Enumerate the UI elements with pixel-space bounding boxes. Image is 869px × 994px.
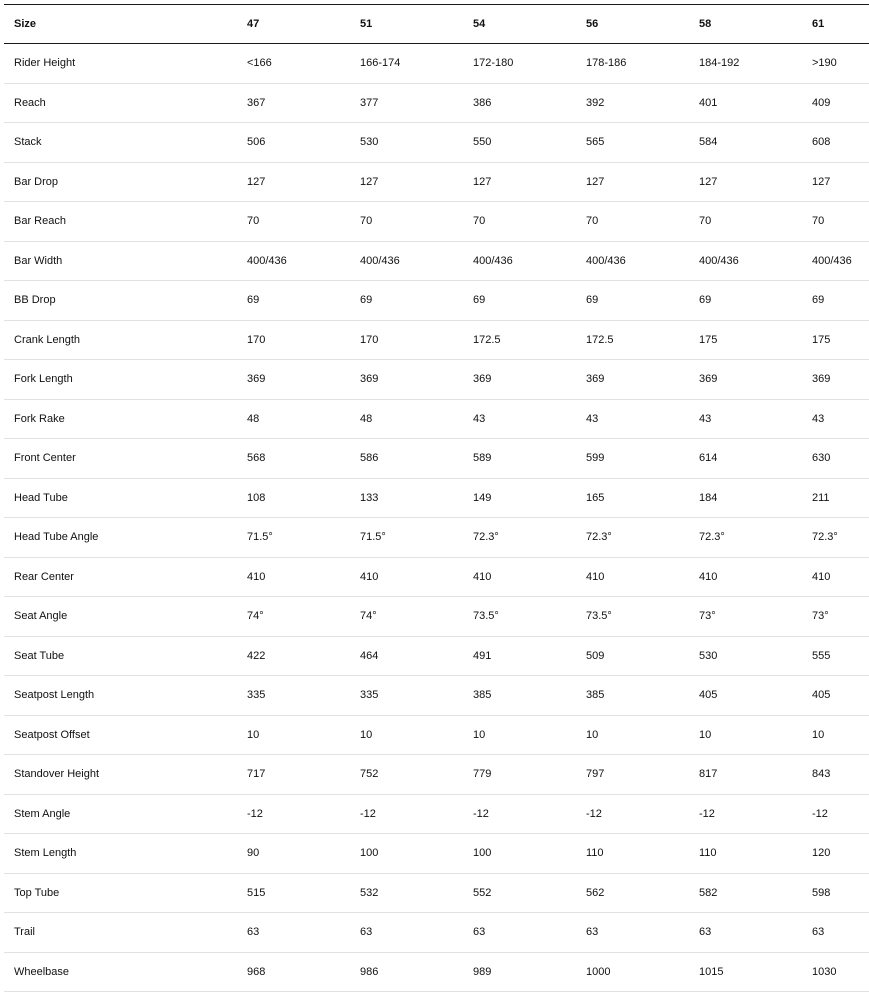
table-header [4,5,869,44]
row-value: 608 [802,123,869,163]
row-label: Seat Angle [4,597,237,637]
row-label: Fork Length [4,360,237,400]
row-value: 400/436 [350,241,463,281]
table-row [4,123,869,163]
row-value: 717 [237,755,350,795]
row-value: 506 [237,123,350,163]
header-size-56: 56 [576,5,689,44]
row-value: 72.3° [689,518,802,558]
row-value: 1015 [689,952,802,992]
row-value: 73° [689,597,802,637]
row-value: 74° [237,597,350,637]
row-label: Front Center [4,439,237,479]
row-value: 71.5° [350,518,463,558]
row-value: 166-174 [350,44,463,84]
row-value: 817 [689,755,802,795]
row-value: 69 [237,281,350,321]
table-row [4,952,869,992]
row-label: Wheelbase [4,952,237,992]
row-value: 71.5° [237,518,350,558]
row-value: 797 [576,755,689,795]
row-value: 422 [237,636,350,676]
row-value: 73.5° [463,597,576,637]
row-value: -12 [576,794,689,834]
row-value: 73° [802,597,869,637]
row-value: 43 [576,399,689,439]
row-value: 410 [463,557,576,597]
row-value: 401 [689,83,802,123]
table-row [4,557,869,597]
row-value: 10 [237,715,350,755]
row-value: 598 [802,873,869,913]
row-value: 120 [802,834,869,874]
row-value: 172-180 [463,44,576,84]
row-value: 69 [689,281,802,321]
row-value: 70 [576,202,689,242]
table-row [4,320,869,360]
row-value: 72.3° [576,518,689,558]
table-row [4,83,869,123]
row-value: 405 [689,676,802,716]
row-value: 405 [802,676,869,716]
table-row [4,794,869,834]
row-value: 369 [689,360,802,400]
row-value: 568 [237,439,350,479]
row-value: 614 [689,439,802,479]
row-value: 565 [576,123,689,163]
row-value: 464 [350,636,463,676]
row-value: 127 [463,162,576,202]
row-value: 178-186 [576,44,689,84]
row-value: 63 [463,913,576,953]
row-value: 10 [350,715,463,755]
row-value: 108 [237,478,350,518]
row-value: 369 [350,360,463,400]
row-value: 550 [463,123,576,163]
row-value: 149 [463,478,576,518]
row-label: Standover Height [4,755,237,795]
row-value: 400/436 [463,241,576,281]
row-value: 69 [802,281,869,321]
row-value: 10 [802,715,869,755]
row-value: -12 [689,794,802,834]
row-value: 532 [350,873,463,913]
row-label: Stem Angle [4,794,237,834]
row-value: 43 [802,399,869,439]
header-size-47: 47 [237,5,350,44]
table-row [4,281,869,321]
row-value: 70 [689,202,802,242]
row-value: 165 [576,478,689,518]
row-value: 369 [576,360,689,400]
row-value: 48 [237,399,350,439]
row-value: 369 [802,360,869,400]
row-label: Head Tube [4,478,237,518]
row-value: 385 [463,676,576,716]
row-value: 400/436 [576,241,689,281]
table-row [4,715,869,755]
table-body [4,44,869,992]
row-value: 1000 [576,952,689,992]
row-value: 48 [350,399,463,439]
row-value: 562 [576,873,689,913]
table-row [4,597,869,637]
row-label: Seat Tube [4,636,237,676]
table-row [4,834,869,874]
row-value: 409 [802,83,869,123]
row-label: Trail [4,913,237,953]
row-value: 410 [350,557,463,597]
row-label: BB Drop [4,281,237,321]
row-value: 63 [350,913,463,953]
row-value: 509 [576,636,689,676]
row-value: 211 [802,478,869,518]
row-value: 552 [463,873,576,913]
row-value: 69 [576,281,689,321]
row-value: 515 [237,873,350,913]
row-value: 70 [350,202,463,242]
row-label: Bar Reach [4,202,237,242]
row-value: 410 [802,557,869,597]
row-value: 392 [576,83,689,123]
row-value: 63 [237,913,350,953]
row-value: 74° [350,597,463,637]
table-row [4,873,869,913]
row-value: 986 [350,952,463,992]
row-value: 127 [689,162,802,202]
row-value: 400/436 [237,241,350,281]
row-value: 69 [350,281,463,321]
row-value: 584 [689,123,802,163]
header-row [4,5,869,44]
row-value: 968 [237,952,350,992]
row-value: 100 [463,834,576,874]
row-value: -12 [802,794,869,834]
row-value: 184 [689,478,802,518]
geometry-table [4,4,869,992]
row-value: 752 [350,755,463,795]
table-row [4,478,869,518]
row-value: 63 [576,913,689,953]
table-row [4,676,869,716]
table-row [4,241,869,281]
row-value: 73.5° [576,597,689,637]
header-size-label: Size [4,5,237,44]
row-value: 72.3° [463,518,576,558]
row-value: 410 [237,557,350,597]
row-label: Crank Length [4,320,237,360]
row-value: 779 [463,755,576,795]
row-value: 586 [350,439,463,479]
row-value: 127 [350,162,463,202]
row-value: 369 [237,360,350,400]
row-value: 589 [463,439,576,479]
row-value: 110 [689,834,802,874]
row-value: 630 [802,439,869,479]
row-value: 582 [689,873,802,913]
header-size-54: 54 [463,5,576,44]
header-size-61: 61 [802,5,869,44]
row-label: Reach [4,83,237,123]
row-value: 170 [350,320,463,360]
row-value: 127 [802,162,869,202]
row-label: Rider Height [4,44,237,84]
row-value: 10 [576,715,689,755]
row-label: Head Tube Angle [4,518,237,558]
row-value: 843 [802,755,869,795]
row-value: 400/436 [802,241,869,281]
row-value: 335 [237,676,350,716]
row-value: 385 [576,676,689,716]
header-size-58: 58 [689,5,802,44]
row-value: 70 [463,202,576,242]
row-value: 555 [802,636,869,676]
row-value: 63 [802,913,869,953]
row-value: 10 [689,715,802,755]
row-value: 599 [576,439,689,479]
table-row [4,44,869,84]
row-label: Stem Length [4,834,237,874]
row-label: Seatpost Offset [4,715,237,755]
row-value: -12 [350,794,463,834]
row-value: <166 [237,44,350,84]
table-row [4,755,869,795]
table-row [4,439,869,479]
row-value: 127 [576,162,689,202]
table-row [4,399,869,439]
table-row [4,636,869,676]
row-value: 69 [463,281,576,321]
row-label: Seatpost Length [4,676,237,716]
row-value: 367 [237,83,350,123]
row-value: 70 [237,202,350,242]
row-value: 172.5 [463,320,576,360]
row-value: 10 [463,715,576,755]
row-label: Rear Center [4,557,237,597]
row-value: 175 [802,320,869,360]
row-value: 491 [463,636,576,676]
table-row [4,518,869,558]
row-label: Bar Drop [4,162,237,202]
row-value: 63 [689,913,802,953]
row-value: 400/436 [689,241,802,281]
row-value: 110 [576,834,689,874]
row-value: >190 [802,44,869,84]
row-label: Bar Width [4,241,237,281]
row-value: 127 [237,162,350,202]
row-value: 70 [802,202,869,242]
row-value: 377 [350,83,463,123]
row-value: 1030 [802,952,869,992]
row-value: 335 [350,676,463,716]
row-value: 410 [576,557,689,597]
table-row [4,360,869,400]
row-value: 184-192 [689,44,802,84]
header-size-51: 51 [350,5,463,44]
row-value: -12 [463,794,576,834]
row-label: Stack [4,123,237,163]
row-value: 133 [350,478,463,518]
row-value: 170 [237,320,350,360]
row-value: 90 [237,834,350,874]
table-row [4,162,869,202]
row-value: 175 [689,320,802,360]
row-value: 369 [463,360,576,400]
row-label: Top Tube [4,873,237,913]
table-row [4,202,869,242]
row-value: 989 [463,952,576,992]
row-value: 43 [689,399,802,439]
row-value: -12 [237,794,350,834]
row-value: 43 [463,399,576,439]
row-label: Fork Rake [4,399,237,439]
row-value: 172.5 [576,320,689,360]
row-value: 410 [689,557,802,597]
row-value: 530 [689,636,802,676]
row-value: 72.3° [802,518,869,558]
row-value: 386 [463,83,576,123]
row-value: 530 [350,123,463,163]
row-value: 100 [350,834,463,874]
table-row [4,913,869,953]
